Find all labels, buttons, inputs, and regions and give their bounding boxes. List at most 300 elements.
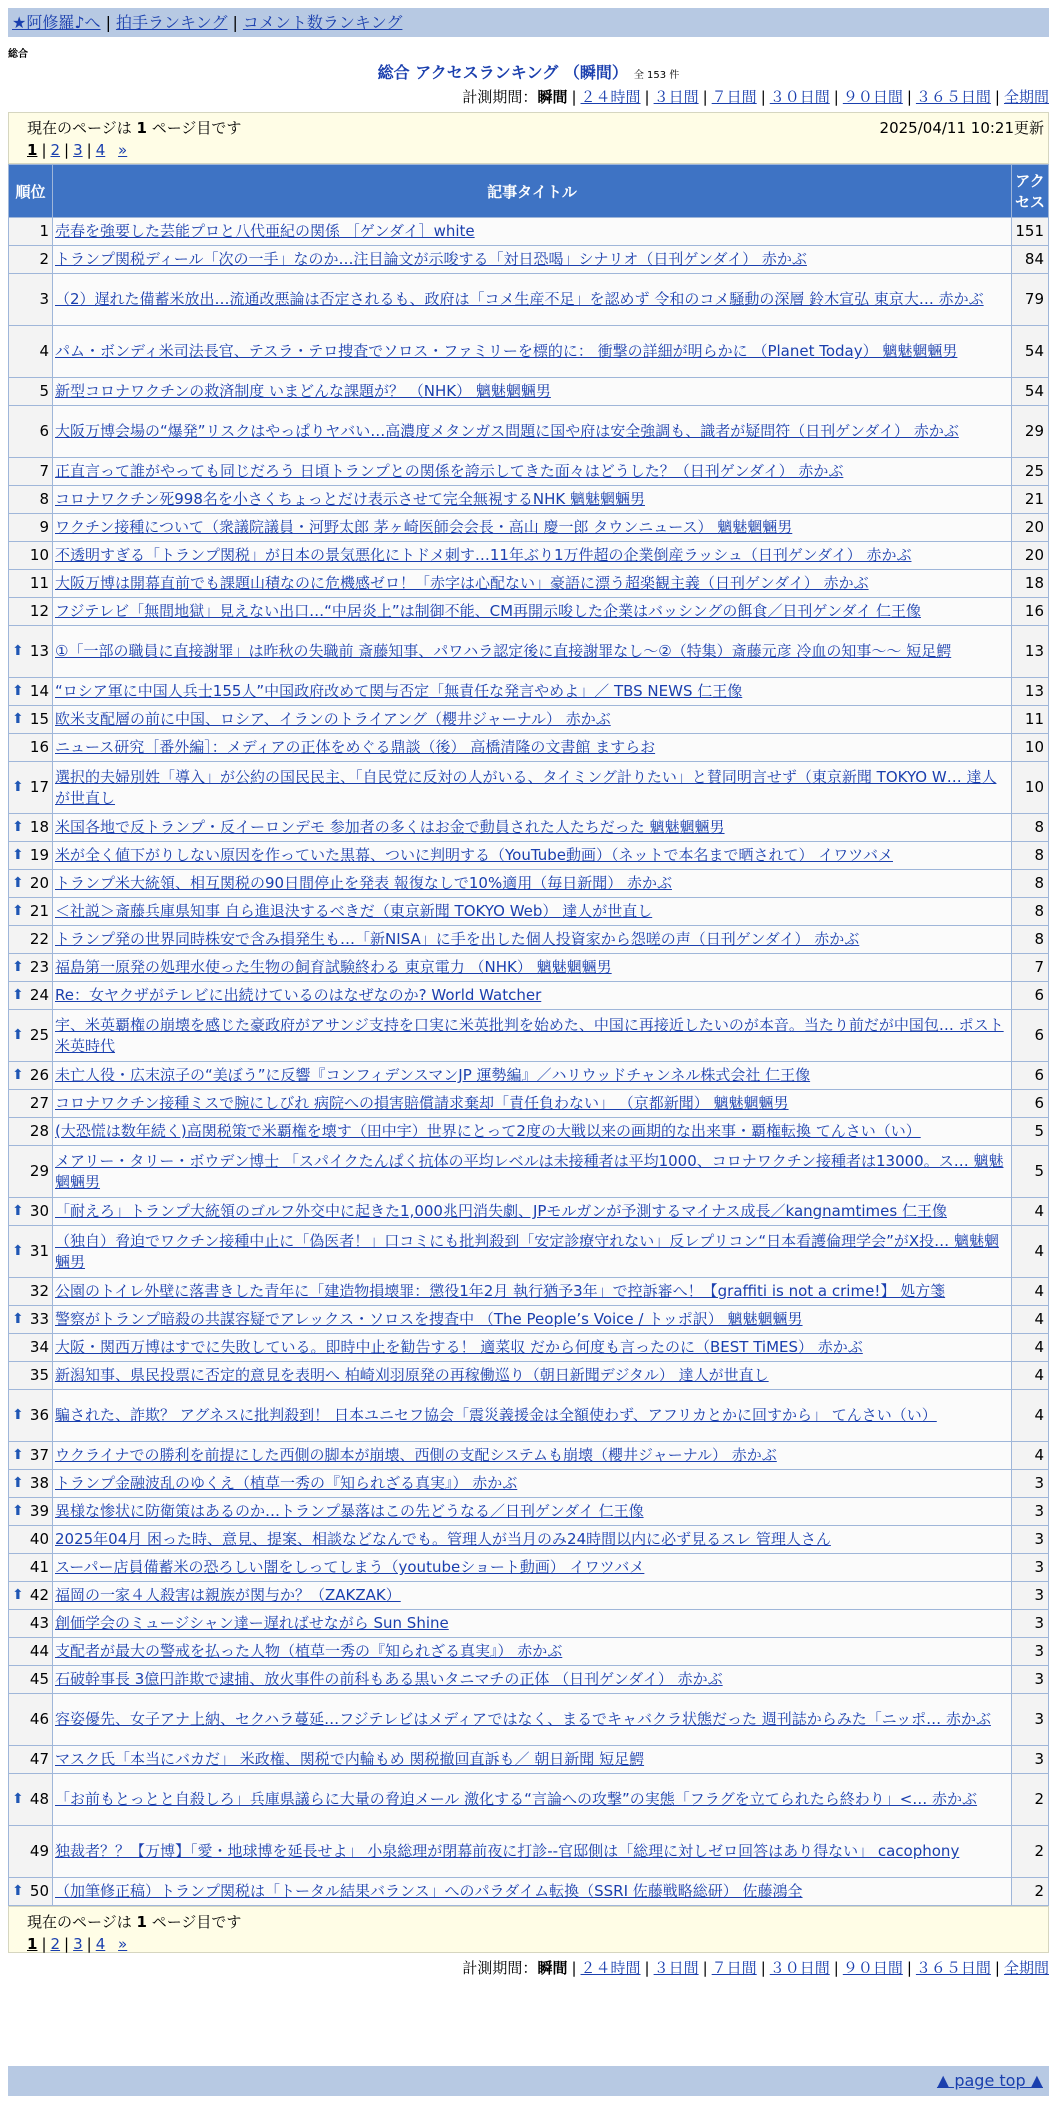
rank-cell: [9, 598, 53, 626]
period-separator: |: [702, 1959, 708, 1977]
page-links: [27, 141, 1040, 159]
table-row: [9, 378, 1049, 406]
article-link[interactable]: 独裁者？？【万博】「愛・地球博を延長せよ」 小泉総理が閉幕前夜に打診--官邸側は「総理に対しゼロ回答はあり得ない」 cacophony: [55, 1842, 960, 1860]
article-link[interactable]: 宇、米英覇権の崩壊を感じた豪政府がアサンジ支持を口実に米英批判を始めた、中国に再接近したいのが本音。当たり前だが中国包… ポスト米英時代: [55, 1015, 1004, 1055]
rank-number: 25: [29, 1026, 49, 1044]
home-link[interactable]: ★阿修羅♪へ: [12, 13, 101, 32]
current-page-number: 1: [27, 141, 38, 159]
title-cell: [53, 1278, 1012, 1306]
rank-number: 36: [29, 1406, 49, 1424]
article-link[interactable]: ①「一部の職員に直接謝罪」は昨秋の失職前 斎藤知事、パワハラ認定後に直接謝罪なし～②（特集）斎藤元彦 冷血の知事～～ 短足鰐: [55, 642, 952, 660]
rank-number: 11: [29, 574, 49, 592]
rank-up-arrow-icon: ⬆: [12, 1503, 24, 1519]
rank-number: 19: [29, 846, 49, 864]
period-separator: |: [833, 88, 839, 106]
period-separator: |: [906, 88, 912, 106]
rank-cell: [9, 1610, 53, 1638]
rank-up-arrow-icon: ⬆: [12, 1407, 24, 1423]
page-status: [27, 1911, 1040, 1932]
title-cell: [53, 378, 1012, 406]
title-cell: [53, 734, 1012, 762]
article-link[interactable]: 石破幹事長 3億円詐欺で逮捕、放火事件の前科もある黒いタニマチの正体 （日刊ゲンダイ） 赤かぶ: [55, 1670, 723, 1688]
clap-ranking-link[interactable]: 拍手ランキング: [115, 13, 228, 32]
ranking-title: 総合 アクセスランキング （瞬間）: [377, 63, 628, 82]
rank-number: 6: [39, 422, 49, 440]
total-count: 全 153 件: [633, 70, 680, 81]
rank-cell: [9, 898, 53, 926]
page-separator: |: [86, 1935, 92, 1953]
rank-cell: [9, 378, 53, 406]
page-link[interactable]: 3: [73, 1935, 83, 1953]
period-separator: |: [994, 88, 1000, 106]
article-link[interactable]: （独自）脅迫でワクチン接種中止に「偽医者！」口コミにも批判殺到「安定診療守れない」反レプリコン“日本看護倫理学会”がX投… 魑魅魍魎男: [55, 1231, 999, 1271]
article-link[interactable]: (大恐慌は数年続く)高関税策で米覇権を壊す（田中宇）世界にとって2度の大戦以来の画期的な出来事・覇権転換 てんさい（い）: [55, 1122, 921, 1140]
article-link[interactable]: 大阪・関西万博はすでに失敗している。即時中止を勧告する！ 適菜収 だから何度も言ったのに（BEST TiMES） 赤かぶ: [55, 1338, 863, 1356]
rank-cell: [9, 486, 53, 514]
table-row: [9, 1878, 1049, 1906]
access-count: 3: [1012, 1694, 1049, 1746]
article-link[interactable]: トランプ発の世界同時株安で含み損発生も…「新NISA」に手を出した個人投資家から怨嗟の声（日刊ゲンダイ） 赤かぶ: [55, 930, 860, 948]
article-link[interactable]: ニュース研究［番外編］：メディアの正体をめぐる鼎談（後） 高橋清隆の文書館 ますらお: [55, 738, 656, 756]
article-link[interactable]: パム・ボンディ米司法長官、テスラ・テロ捜査でソロス・ファミリーを標的に： 衝撃の詳細が明らかに （Planet Today） 魑魅魍魎男: [55, 342, 958, 360]
rank-number: 5: [39, 382, 49, 400]
rank-number: 50: [29, 1882, 49, 1900]
table-row: [9, 274, 1049, 326]
rank-cell: [9, 326, 53, 378]
title-cell: [53, 598, 1012, 626]
page-link[interactable]: 2: [50, 1935, 61, 1953]
title-cell: [53, 1666, 1012, 1694]
article-link[interactable]: メアリー・タリー・ボウデン博士 「スパイクたんぱく抗体の平均レベルは未接種者は平均1000、コロナワクチン接種者は13000。ス… 魑魅魍魎男: [55, 1151, 1004, 1191]
title-cell: [53, 218, 1012, 246]
rank-cell: [9, 954, 53, 982]
article-link[interactable]: 新潟知事、県民投票に否定的意見を表明へ 柏崎刈羽原発の再稼働巡り（朝日新聞デジタル） 達人が世直し: [55, 1366, 769, 1384]
access-count: 13: [1012, 678, 1049, 706]
rank-cell: [9, 706, 53, 734]
page-link[interactable]: 4: [95, 141, 106, 159]
rank-cell: [9, 542, 53, 570]
article-link[interactable]: “ロシア軍に中国人兵士155人”中国政府改めて関与否定「無責任な発言やめよ」／ TBS NEWS 仁王像: [55, 682, 743, 700]
rank-number: 2: [39, 250, 49, 268]
period-option-link[interactable]: 全期間: [1003, 88, 1049, 106]
access-count: 25: [1012, 458, 1049, 486]
title-cell: [53, 246, 1012, 274]
table-row: [9, 1694, 1049, 1746]
rank-up-arrow-icon: ⬆: [12, 643, 24, 659]
table-row: [9, 926, 1049, 954]
page-separator: [109, 1935, 114, 1953]
article-link[interactable]: 「お前もとっとと自殺しろ」兵庫県議らに大量の脅迫メール 激化する“言論への攻撃”の実態「フラグを立てられたら終わり」<… 赤かぶ: [55, 1790, 978, 1808]
article-link[interactable]: フジテレビ「無間地獄」見えない出口…“中居炎上”は制御不能、CM再開示唆した企業はバッシングの餌食／日刊ゲンダイ 仁王像: [55, 602, 921, 620]
rank-cell: [9, 1498, 53, 1526]
table-row: [9, 1062, 1049, 1090]
access-count: 20: [1012, 514, 1049, 542]
title-header: 記事タイトル: [53, 165, 1012, 218]
page-links: [27, 1935, 1040, 1953]
rank-up-arrow-icon: ⬆: [12, 683, 24, 699]
nav-separator: |: [232, 13, 238, 32]
access-count: 151: [1012, 218, 1049, 246]
title-cell: [53, 1554, 1012, 1582]
period-option-link[interactable]: ９０日間: [842, 88, 903, 106]
rank-number: 16: [29, 738, 49, 756]
title-cell: [53, 326, 1012, 378]
footer-bar: [8, 2066, 1049, 2096]
period-option-link[interactable]: ７日間: [711, 88, 757, 106]
title-cell: [53, 814, 1012, 842]
article-link[interactable]: 公園のトイレ外壁に落書きした青年に「建造物損壊罪：懲役1年2月 執行猶予3年」で控訴審へ！【graffiti is not a crime!】 処方箋: [55, 1282, 946, 1300]
access-count: 4: [1012, 1390, 1049, 1442]
period-separator: |: [760, 1959, 766, 1977]
rank-number: 26: [29, 1066, 49, 1084]
title-cell: [53, 954, 1012, 982]
title-cell: [53, 678, 1012, 706]
access-count: 4: [1012, 1306, 1049, 1334]
article-link[interactable]: 福岡の一家４人殺害は親族が関与か？（ZAKZAK）: [55, 1586, 401, 1604]
access-count: 20: [1012, 542, 1049, 570]
rank-number: 32: [29, 1282, 49, 1300]
rank-up-arrow-icon: ⬆: [12, 1243, 24, 1259]
title-cell: [53, 1826, 1012, 1878]
rank-number: 22: [29, 930, 49, 948]
article-link[interactable]: ＜社説＞斎藤兵庫県知事 自ら進退決するべきだ（東京新聞 TOKYO Web） 達人が世直し: [55, 902, 653, 920]
period-option-link[interactable]: ２４時間: [580, 88, 641, 106]
table-row: [9, 1090, 1049, 1118]
table-row: [9, 1666, 1049, 1694]
rank-number: 9: [39, 518, 49, 536]
table-row: [9, 842, 1049, 870]
period-option-link[interactable]: ２４時間: [580, 1959, 641, 1977]
rank-up-arrow-icon: ⬆: [12, 1027, 24, 1043]
title-cell: [53, 1694, 1012, 1746]
rank-cell: [9, 1878, 53, 1906]
period-option-link[interactable]: ３６５日間: [915, 1959, 991, 1977]
period-separator: |: [760, 88, 766, 106]
rank-number: 7: [39, 462, 49, 480]
rank-number: 10: [29, 546, 49, 564]
rank-number: 28: [29, 1122, 49, 1140]
table-row: [9, 246, 1049, 274]
access-count: 7: [1012, 954, 1049, 982]
article-link[interactable]: 容姿優先、女子アナ上納、セクハラ蔓延…フジテレビはメディアではなく、まるでキャバクラ状態だった 週刊誌からみた「ニッポ… 赤かぶ: [55, 1710, 991, 1728]
page-status-number: 1: [136, 1913, 147, 1931]
period-selector-bottom: [462, 1957, 1049, 1978]
access-count: 6: [1012, 982, 1049, 1010]
rank-number: 47: [29, 1750, 49, 1768]
rank-cell: [9, 1526, 53, 1554]
period-option-link[interactable]: ３０日間: [769, 1959, 830, 1977]
period-option-link[interactable]: ３６５日間: [915, 88, 991, 106]
title-cell: [53, 542, 1012, 570]
article-link[interactable]: 異様な惨状に防衛策はあるのか…トランプ暴落はこの先どうなる／日刊ゲンダイ 仁王像: [55, 1502, 644, 1520]
access-count: 79: [1012, 274, 1049, 326]
access-count: 6: [1012, 1090, 1049, 1118]
page-status-suffix: ページ目です: [151, 1913, 242, 1931]
table-row: [9, 1306, 1049, 1334]
access-count: 4: [1012, 1362, 1049, 1390]
rank-number: 21: [29, 902, 49, 920]
count-header: アクセス: [1012, 165, 1049, 218]
rank-cell: [9, 1666, 53, 1694]
article-link[interactable]: 騙された、詐欺？ アグネスに批判殺到！ 日本ユニセフ協会「震災義援金は全額使わず、アフリカとかに回すから」 てんさい（い）: [55, 1406, 937, 1424]
rank-number: 44: [29, 1642, 49, 1660]
rank-number: 17: [29, 778, 49, 796]
page-top-link[interactable]: ▲ page top ▲: [936, 2071, 1043, 2090]
access-count: 6: [1012, 1062, 1049, 1090]
rank-cell: [9, 1746, 53, 1774]
access-count: 3: [1012, 1666, 1049, 1694]
table-row: [9, 762, 1049, 814]
table-row: [9, 678, 1049, 706]
table-row: [9, 1526, 1049, 1554]
access-count: 3: [1012, 1638, 1049, 1666]
nav-separator: |: [105, 13, 111, 32]
table-row: [9, 870, 1049, 898]
article-link[interactable]: トランプ金融波乱のゆくえ（植草一秀の『知られざる真実』） 赤かぶ: [55, 1474, 518, 1492]
rank-number: 23: [29, 958, 49, 976]
next-page-link[interactable]: »: [118, 1935, 128, 1953]
rank-cell: [9, 1638, 53, 1666]
article-link[interactable]: 不透明すぎる「トランプ関税」が日本の景気悪化にトドメ刺す…11年ぶり1万件超の企業倒産ラッシュ（日刊ゲンダイ） 赤かぶ: [55, 546, 912, 564]
page-separator: |: [41, 141, 47, 159]
access-count: 10: [1012, 762, 1049, 814]
title-cell: [53, 1090, 1012, 1118]
title-cell: [53, 274, 1012, 326]
rank-cell: [9, 982, 53, 1010]
rank-cell: [9, 734, 53, 762]
rank-number: 8: [39, 490, 49, 508]
title-cell: [53, 1526, 1012, 1554]
rank-up-arrow-icon: ⬆: [12, 1203, 24, 1219]
period-current: 瞬間: [537, 88, 568, 106]
rank-cell: [9, 1226, 53, 1278]
rank-cell: [9, 1362, 53, 1390]
rank-number: 34: [29, 1338, 49, 1356]
access-count: 2: [1012, 1878, 1049, 1906]
article-link[interactable]: 選択的夫婦別姓「導入」が公約の国民民主、「自民党に反対の人がいる、タイミング計りたい」と賛同明言せず（東京新聞 TOKYO W… 達人が世直し: [55, 767, 997, 807]
table-row: [9, 814, 1049, 842]
top-navigation-bar: [8, 8, 1049, 37]
period-separator: |: [994, 1959, 1000, 1977]
article-link[interactable]: スーパー店員備蓄米の恐ろしい闇をしってしまう（youtubeショート動画） イワツバメ: [55, 1558, 645, 1576]
article-link[interactable]: 米国各地で反トランプ・反イーロンデモ 参加者の多くはお金で動員された人たちだった 魑魅魍魎男: [55, 818, 725, 836]
rank-cell: [9, 1062, 53, 1090]
rank-cell: [9, 458, 53, 486]
rank-cell: [9, 1278, 53, 1306]
access-count: 21: [1012, 486, 1049, 514]
access-count: 3: [1012, 1582, 1049, 1610]
rank-cell: [9, 1470, 53, 1498]
article-link[interactable]: （2）遅れた備蓄米放出…流通改悪論は否定されるも、政府は「コメ生産不足」を認めず 令和のコメ騒動の深層 鈴木宣弘 東京大… 赤かぶ: [55, 290, 984, 308]
rank-number: 27: [29, 1094, 49, 1112]
rank-number: 35: [29, 1366, 49, 1384]
rank-number: 33: [29, 1310, 49, 1328]
period-option-link[interactable]: ３日間: [653, 1959, 699, 1977]
rank-up-arrow-icon: ⬆: [12, 819, 24, 835]
article-link[interactable]: コロナワクチン死998名を小さくちょっとだけ表示させて完全無視するNHK 魑魅魍魎男: [55, 490, 645, 508]
current-page-number: 1: [27, 1935, 38, 1953]
period-option-link[interactable]: ３０日間: [769, 88, 830, 106]
article-link[interactable]: 米が全く値下がりしない原因を作っていた黒幕、ついに判明する（YouTube動画）（ネットで本名まで晒されて） イワツバメ: [55, 846, 893, 864]
rank-cell: [9, 1306, 53, 1334]
rank-number: 41: [29, 1558, 49, 1576]
access-count: 10: [1012, 734, 1049, 762]
title-cell: [53, 1198, 1012, 1226]
rank-cell: [9, 218, 53, 246]
period-separator: |: [571, 1959, 577, 1977]
article-link[interactable]: 売春を強要した芸能プロと八代亜紀の関係 ［ゲンダイ］white: [55, 222, 475, 240]
table-row: [9, 1582, 1049, 1610]
updated-timestamp: 2025/04/11 10:21更新: [879, 119, 1044, 137]
access-count: 5: [1012, 1118, 1049, 1146]
rank-number: 43: [29, 1614, 49, 1632]
table-row: [9, 1198, 1049, 1226]
rank-up-arrow-icon: ⬆: [12, 1067, 24, 1083]
rank-cell: [9, 274, 53, 326]
table-row: [9, 486, 1049, 514]
access-count: 4: [1012, 1334, 1049, 1362]
title-cell: [53, 1610, 1012, 1638]
article-link[interactable]: Re：女ヤクザがテレビに出続けているのはなぜなのか? World Watcher: [55, 986, 542, 1004]
page-link[interactable]: 4: [95, 1935, 106, 1953]
period-option-link[interactable]: ３日間: [653, 88, 699, 106]
title-cell: [53, 762, 1012, 814]
rank-up-arrow-icon: ⬆: [12, 875, 24, 891]
table-row: [9, 1610, 1049, 1638]
article-link[interactable]: 欧米支配層の前に中国、ロシア、イランのトライアング（櫻井ジャーナル） 赤かぶ: [55, 710, 611, 728]
table-row: [9, 1146, 1049, 1198]
comment-ranking-link[interactable]: コメント数ランキング: [242, 13, 403, 32]
access-count: 54: [1012, 378, 1049, 406]
period-current: 瞬間: [537, 1959, 568, 1977]
rank-cell: [9, 1826, 53, 1878]
title-cell: [53, 1118, 1012, 1146]
title-cell: [53, 1062, 1012, 1090]
rank-number: 49: [29, 1842, 49, 1860]
article-link[interactable]: 支配者が最大の警戒を払った人物（植草一秀の『知られざる真実』） 赤かぶ: [55, 1642, 563, 1660]
table-row: [9, 1278, 1049, 1306]
rank-cell: [9, 1774, 53, 1826]
article-link[interactable]: ウクライナでの勝利を前提にした西側の脚本が崩壊、西側の支配システムも崩壊（櫻井ジャーナル） 赤かぶ: [55, 1446, 777, 1464]
table-row: [9, 898, 1049, 926]
access-count: 13: [1012, 626, 1049, 678]
page-separator: |: [41, 1935, 47, 1953]
period-separator: |: [644, 88, 650, 106]
table-row: [9, 598, 1049, 626]
rank-number: 3: [39, 290, 49, 308]
rank-number: 20: [29, 874, 49, 892]
rank-cell: [9, 1554, 53, 1582]
rank-cell: [9, 814, 53, 842]
access-count: 4: [1012, 1226, 1049, 1278]
rank-cell: [9, 1090, 53, 1118]
table-row: [9, 1010, 1049, 1062]
rank-header: 順位: [9, 165, 53, 218]
access-count: 8: [1012, 870, 1049, 898]
rank-number: 12: [29, 602, 49, 620]
period-option-link[interactable]: 全期間: [1003, 1959, 1049, 1977]
article-link[interactable]: 新型コロナワクチンの救済制度 いまどんな課題が？ （NHK） 魑魅魍魎男: [55, 382, 551, 400]
article-link[interactable]: 大阪万博は開幕直前でも課題山積なのに危機感ゼロ！「赤字は心配ない」豪語に漂う超楽観主義（日刊ゲンダイ） 赤かぶ: [55, 574, 869, 592]
article-link[interactable]: 2025年04月 困った時、意見、提案、相談などなんでも。管理人が当月のみ24時間以内に必ず見るスレ 管理人さん: [55, 1530, 831, 1548]
title-cell: [53, 842, 1012, 870]
table-row: [9, 982, 1049, 1010]
period-label: 計測期間：: [462, 1959, 538, 1977]
rank-up-arrow-icon: ⬆: [12, 779, 24, 795]
access-count: 3: [1012, 1610, 1049, 1638]
page-link[interactable]: 2: [50, 141, 61, 159]
article-link[interactable]: 正直言って誰がやっても同じだろう 日頃トランプとの関係を誇示してきた面々はどうした？（日刊ゲンダイ） 赤かぶ: [55, 462, 844, 480]
period-option-link[interactable]: ９０日間: [842, 1959, 903, 1977]
access-count: 8: [1012, 842, 1049, 870]
title-cell: [53, 1470, 1012, 1498]
title-cell: [53, 458, 1012, 486]
rank-up-arrow-icon: ⬆: [12, 847, 24, 863]
rank-up-arrow-icon: ⬆: [12, 903, 24, 919]
title-cell: [53, 1746, 1012, 1774]
period-separator: |: [702, 88, 708, 106]
title-cell: [53, 1010, 1012, 1062]
table-row: [9, 1638, 1049, 1666]
table-row: [9, 326, 1049, 378]
period-option-link[interactable]: ７日間: [711, 1959, 757, 1977]
title-cell: [53, 1390, 1012, 1442]
category-label: 総合: [8, 49, 28, 60]
rank-up-arrow-icon: ⬆: [12, 711, 24, 727]
article-link[interactable]: 警察がトランプ暗殺の共謀容疑でアレックス・ソロスを捜査中 （The People’s Voice / トッポ訳） 魑魅魍魎男: [55, 1310, 803, 1328]
rank-cell: [9, 678, 53, 706]
access-count: 8: [1012, 898, 1049, 926]
title-cell: [53, 1334, 1012, 1362]
article-link[interactable]: 福島第一原発の処理水使った生物の飼育試験終わる 東京電力 （NHK） 魑魅魍魎男: [55, 958, 612, 976]
article-link[interactable]: マスク氏「本当にバカだ」 米政権、関税で内輪もめ 関税撤回直訴も／ 朝日新聞 短足鰐: [55, 1750, 645, 1768]
article-link[interactable]: 大阪万博会場の“爆発”リスクはやっぱりヤバい…高濃度メタンガス問題に国や府は安全強調も、識者が疑問符（日刊ゲンダイ） 赤かぶ: [55, 422, 959, 440]
rank-number: 4: [39, 342, 49, 360]
article-link[interactable]: 未亡人役・広末涼子の“美ぼう”に反響『コンフィデンスマンJP 運勢編』／ハリウッドチャンネル株式会社 仁王像: [55, 1066, 811, 1084]
rank-cell: [9, 1582, 53, 1610]
page-separator: |: [86, 141, 92, 159]
ranking-table-body: [9, 218, 1049, 1906]
article-link[interactable]: 「耐えろ」トランプ大統領のゴルフ外交中に起きた1,000兆円消失劇、JPモルガンが予測するマイナス成長／kangnamtimes 仁王像: [55, 1202, 947, 1220]
title-cell: [53, 1774, 1012, 1826]
next-page-link[interactable]: »: [118, 141, 128, 159]
table-row: [9, 542, 1049, 570]
article-link[interactable]: トランプ米大統領、相互関税の90日間停止を発表 報復なしで10%適用（毎日新聞） 赤かぶ: [55, 874, 672, 892]
table-row: [9, 1334, 1049, 1362]
rank-cell: [9, 926, 53, 954]
access-count: 3: [1012, 1498, 1049, 1526]
article-link[interactable]: コロナワクチン接種ミスで腕にしびれ 病院への損害賠償請求棄却「責任負わない」 （京都新聞） 魑魅魍魎男: [55, 1094, 789, 1112]
period-label: 計測期間：: [462, 88, 538, 106]
article-link[interactable]: （加筆修正稿）トランプ関税は「トータル結果バランス」へのパラダイム転換（SSRI 佐藤戦略総研） 佐藤鴻全: [55, 1882, 803, 1900]
rank-up-arrow-icon: ⬆: [12, 1447, 24, 1463]
article-link[interactable]: 創価学会のミュージシャン達ー遅ればせながら Sun Shine: [55, 1614, 449, 1632]
article-link[interactable]: トランプ関税ディール「次の一手」なのか…注目論文が示唆する「対日恐喝」シナリオ（日刊ゲンダイ） 赤かぶ: [55, 250, 807, 268]
rank-cell: [9, 514, 53, 542]
title-cell: [53, 626, 1012, 678]
rank-cell: [9, 1442, 53, 1470]
page-link[interactable]: 3: [73, 141, 83, 159]
rank-cell: [9, 842, 53, 870]
rank-cell: [9, 1334, 53, 1362]
table-row: [9, 1826, 1049, 1878]
rank-cell: [9, 570, 53, 598]
page-separator: |: [64, 1935, 70, 1953]
access-count: 2: [1012, 1826, 1049, 1878]
access-count: 3: [1012, 1746, 1049, 1774]
article-link[interactable]: ワクチン接種について（衆議院議員・河野太郎 茅ヶ崎医師会会長・高山 慶一郎 タウンニュース） 魑魅魍魎男: [55, 518, 793, 536]
access-count: 84: [1012, 246, 1049, 274]
